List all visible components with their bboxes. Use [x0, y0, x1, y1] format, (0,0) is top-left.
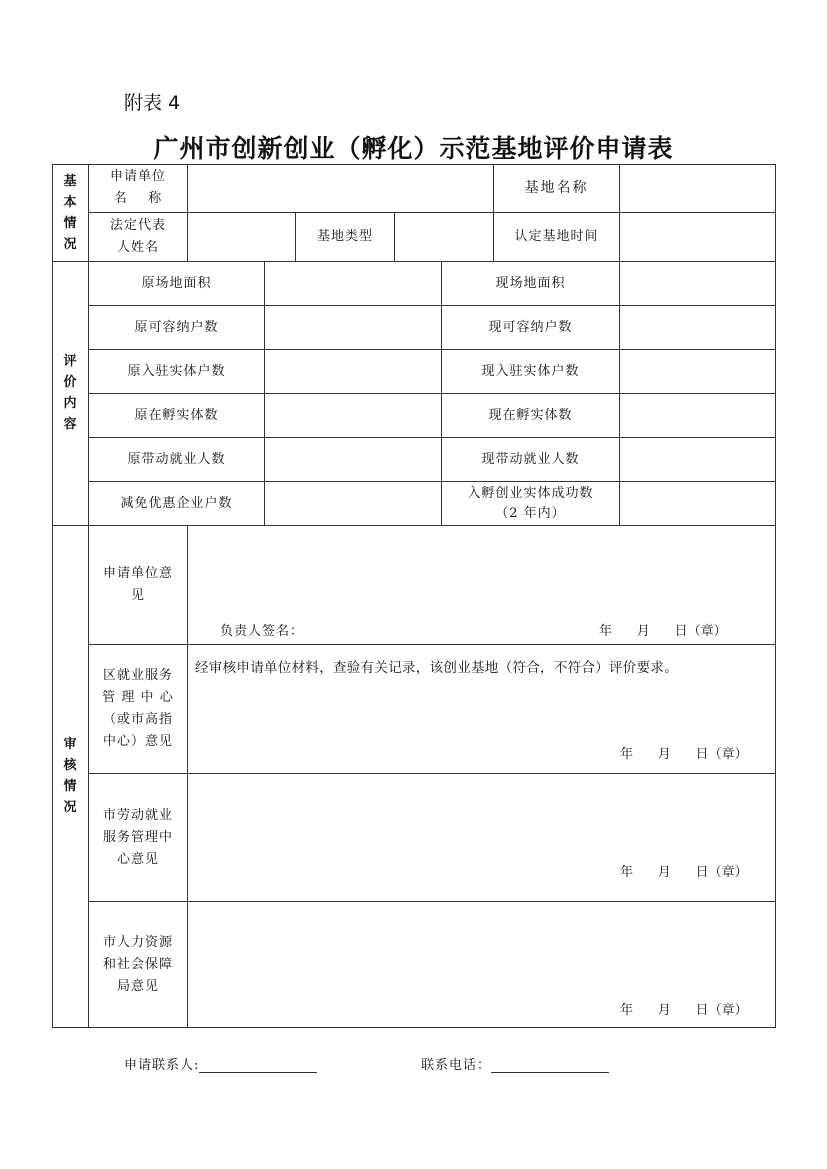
eval-right-field[interactable] [620, 350, 775, 393]
contact-phone-label: 联系电话： [421, 1058, 492, 1073]
section-label-review: 审核情况 [63, 737, 77, 815]
eval-right-field[interactable] [620, 306, 775, 349]
eval-right-label: 现在孵实体数 [488, 407, 573, 423]
annex-label: 附表 4 [124, 92, 181, 114]
city-employment-center-opinion-label: 市劳动就业 服务管理中 心意见 [102, 807, 173, 867]
eval-left-label: 原场地面积 [141, 275, 212, 291]
date-stamp: 年 月 日（章） [599, 624, 727, 639]
contact-person [124, 1054, 317, 1073]
eval-left-label: 减免优惠企业户数 [120, 495, 233, 511]
contact-person-field[interactable] [199, 1058, 317, 1073]
hr-bureau-opinion-label: 市人力资源 和社会保障 局意见 [102, 934, 173, 994]
eval-left-label: 原可容纳户数 [134, 319, 219, 335]
certified-time-field[interactable] [620, 213, 775, 261]
certified-time-label: 认定基地时间 [514, 229, 599, 244]
legal-rep-label: 法定代表 人姓名 [109, 218, 166, 255]
signature-label: 负责人签名： [220, 624, 305, 639]
eval-right-label: 现入驻实体户数 [481, 363, 580, 379]
base-type-field[interactable] [395, 213, 493, 261]
district-center-opinion-label: 区就业服务 管 理 中 心 （或市高指 中心）意见 [102, 668, 174, 749]
date-stamp: 年 月 日（章） [620, 1003, 748, 1018]
eval-right-field[interactable] [620, 394, 775, 437]
eval-left-field[interactable] [265, 394, 441, 437]
eval-left-field[interactable] [265, 350, 441, 393]
section-label-basic: 基本情况 [63, 173, 77, 252]
legal-rep-field[interactable] [188, 213, 295, 261]
contact-person-label: 申请联系人: [124, 1058, 200, 1073]
eval-left-label: 原入驻实体户数 [127, 363, 226, 379]
eval-right-field[interactable] [620, 438, 775, 481]
applicant-unit-field[interactable] [188, 164, 493, 212]
eval-left-label: 原在孵实体数 [134, 407, 219, 423]
city-employment-center-opinion-field[interactable] [188, 774, 775, 901]
contact-phone [421, 1054, 609, 1073]
eval-right-field[interactable] [620, 482, 775, 525]
eval-left-field[interactable] [265, 482, 441, 525]
eval-left-field[interactable] [265, 262, 441, 305]
eval-left-label: 原带动就业人数 [127, 451, 226, 467]
eval-right-label: 入孵创业实体成功数 （2 年内） [467, 485, 594, 521]
eval-right-label: 现场地面积 [495, 275, 566, 291]
section-label-evaluation: 评价内容 [63, 354, 77, 432]
applicant-opinion-label: 申请单位意 见 [102, 566, 173, 603]
eval-right-label: 现可容纳户数 [488, 319, 573, 335]
date-stamp: 年 月 日（章） [620, 747, 748, 762]
eval-left-field[interactable] [265, 438, 441, 481]
district-statement: 经审核申请单位材料，查验有关记录，该创业基地（符合，不符合）评价要求。 [195, 660, 678, 676]
base-name-label: 基地名称 [524, 180, 589, 196]
form-title: 广州市创新创业（孵化）示范基地评价申请表 [153, 134, 674, 163]
contact-phone-field[interactable] [491, 1058, 609, 1073]
eval-right-field[interactable] [620, 262, 775, 305]
base-name-field[interactable] [620, 164, 775, 212]
applicant-unit-label: 申请单位 名 称 [109, 169, 166, 206]
eval-right-label: 现带动就业人数 [481, 451, 580, 467]
date-stamp: 年 月 日（章） [620, 865, 748, 880]
eval-left-field[interactable] [265, 306, 441, 349]
base-type-label: 基地类型 [316, 229, 373, 244]
